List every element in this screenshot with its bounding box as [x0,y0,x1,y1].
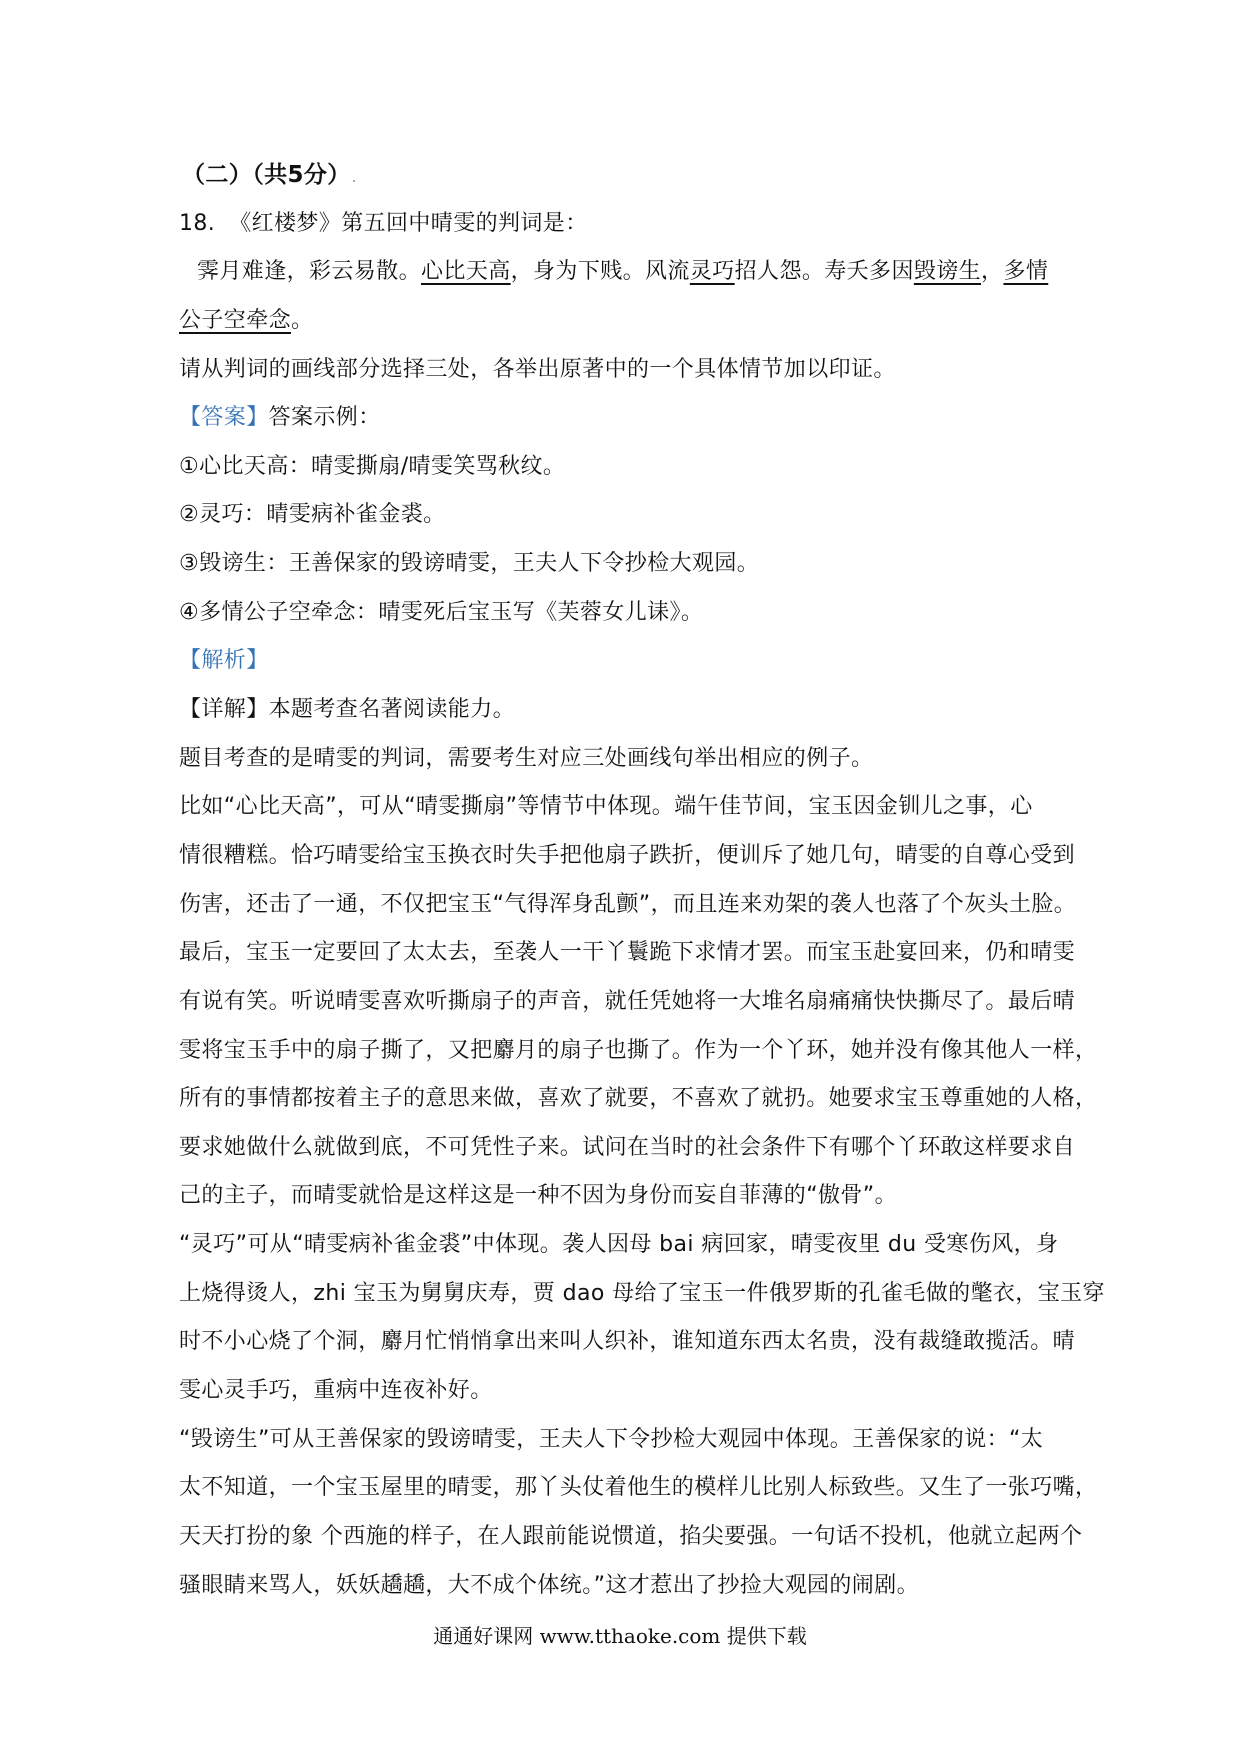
poem-segment: 招人怨。寿夭多因 [734,259,914,285]
paragraph-line: 天天打扮的象 个西施的样子，在人跟前能说惯道，掐尖要强。一句话不投机，他就立起两个 [179,1523,1083,1549]
poem-segment: 霁月难逢，彩云易散。 [197,259,422,285]
paragraph-line: 上烧得烫人，zhi 宝玉为舅舅庆寿，贾 dao 母给了宝玉一件俄罗斯的孔雀毛做的氅衣，宝玉穿 [179,1280,1105,1306]
section-heading-mark: . [351,170,357,186]
detail-text: 本题考查名著阅读能力。 [268,697,516,723]
detail-line [179,686,1139,735]
analysis-tag: 【解析】 [179,648,269,674]
paragraph-line: 要求她做什么就做到底，不可凭性子来。试问在当时的社会条件下有哪个丫环敢这样要求自 [179,1134,1076,1160]
answer-item: ②灵巧：晴雯病补雀金裘。 [179,502,446,528]
poem-line [179,248,1139,297]
underlined-phrase: 心比天高 [421,259,511,285]
underlined-phrase: 公子空牵念 [179,307,292,333]
paragraph-line: 所有的事情都按着主子的意思来做，喜欢了就要，不喜欢了就扔。她要求宝玉尊重她的人格， [179,1086,1098,1112]
paragraph-line: 雯心灵手巧，重病中连夜补好。 [179,1378,493,1404]
footer-text: 通通好课网 www.tthaoke.com 提供下载 [433,1624,807,1648]
section-heading [179,151,1139,200]
paragraph-line: 比如“心比天高”，可从“晴雯撕扇”等情节中体现。端午佳节间，宝玉因金钏儿之事，心 [179,794,1033,820]
paragraph-heart-higher-than-sky [179,783,1139,1221]
question-text: 《红楼梦》第五回中晴雯的判词是： [229,210,588,236]
question-prompt: 请从判词的画线部分选择三处，各举出原著中的一个具体情节加以印证。 [179,356,896,382]
paragraph-line: 最后，宝玉一定要回了太太去，至袭人一干丫鬟跪下求情才罢。而宝玉赴宴回来，仍和晴雯 [179,940,1076,966]
paragraph-line: 有说有笑。听说晴雯喜欢听撕扇子的声音，就任凭她将一大堆名扇痛痛快快撕尽了。最后晴 [179,988,1076,1014]
document-body [179,151,1139,1610]
paragraph-line: “灵巧”可从“晴雯病补雀金裘”中体现。袭人因母 bai 病回家，晴雯夜里 du 受寒伤风，身 [179,1232,1059,1258]
poem-segment: ， [981,259,1004,285]
question-number: 18. [179,210,216,236]
answer-item: ④多情公子空牵念：晴雯死后宝玉写《芙蓉女儿诔》。 [179,599,704,625]
paragraph-line: 情很糟糕。恰巧晴雯给宝玉换衣时失手把他扇子跌折，便训斥了她几句，晴雯的自尊心受到 [179,842,1076,868]
poem-segment: 。 [291,307,314,333]
detail-tag: 【详解】 [179,697,269,723]
paragraph-line: 时不小心烧了个洞，麝月忙悄悄拿出来叫人织补，谁知道东西太名贵，没有裁缝敢揽活。晴 [179,1329,1076,1355]
paragraph-line: 雯将宝玉手中的扇子撕了，又把麝月的扇子也撕了。作为一个丫环，她并没有像其他人一样， [179,1037,1098,1063]
section-heading-text: （二）（共5分） [182,162,351,188]
answer-tag: 【答案】 [179,405,269,431]
paragraph-line: 太不知道，一个宝玉屋里的晴雯，那丫头仗着他生的模样儿比别人标致些。又生了一张巧嘴， [179,1475,1098,1501]
paragraph-line: “毁谤生”可从王善保家的毁谤晴雯，王夫人下令抄检大观园中体现。王善保家的说：“太 [179,1426,1044,1452]
answer-intro: 答案示例： [268,405,381,431]
paragraph-line: 骚眼睛来骂人，妖妖趫趫，大不成个体统。”这才惹出了抄捡大观园的闹剧。 [179,1572,919,1598]
paragraph-line: 己的主子，而晴雯就恰是这样这是一种不因为身份而妄自菲薄的“傲骨”。 [179,1183,897,1209]
answer-heading [179,394,1139,443]
paragraph-line: 伤害，还击了一通，不仅把宝玉“气得浑身乱颤”，而且连来劝架的袭人也落了个灰头土脸。 [179,891,1077,917]
underlined-phrase: 灵巧 [689,259,735,285]
poem-segment: ，身为下贱。风流 [510,259,690,285]
paragraph-slander [179,1416,1139,1611]
analysis-heading [179,637,1139,686]
answer-item: ①心比天高：晴雯撕扇/晴雯笑骂秋纹。 [179,453,566,479]
paragraph-dexterity [179,1221,1139,1416]
poem-line [179,297,1139,346]
answer-item: ③毁谤生：王善保家的毁谤晴雯，王夫人下令抄检大观园。 [179,551,760,577]
analysis-summary: 题目考查的是晴雯的判词，需要考生对应三处画线句举出相应的例子。 [179,745,874,771]
underlined-phrase: 多情 [1003,259,1049,285]
question-line [179,200,1139,249]
underlined-phrase: 毁谤生 [913,259,982,285]
